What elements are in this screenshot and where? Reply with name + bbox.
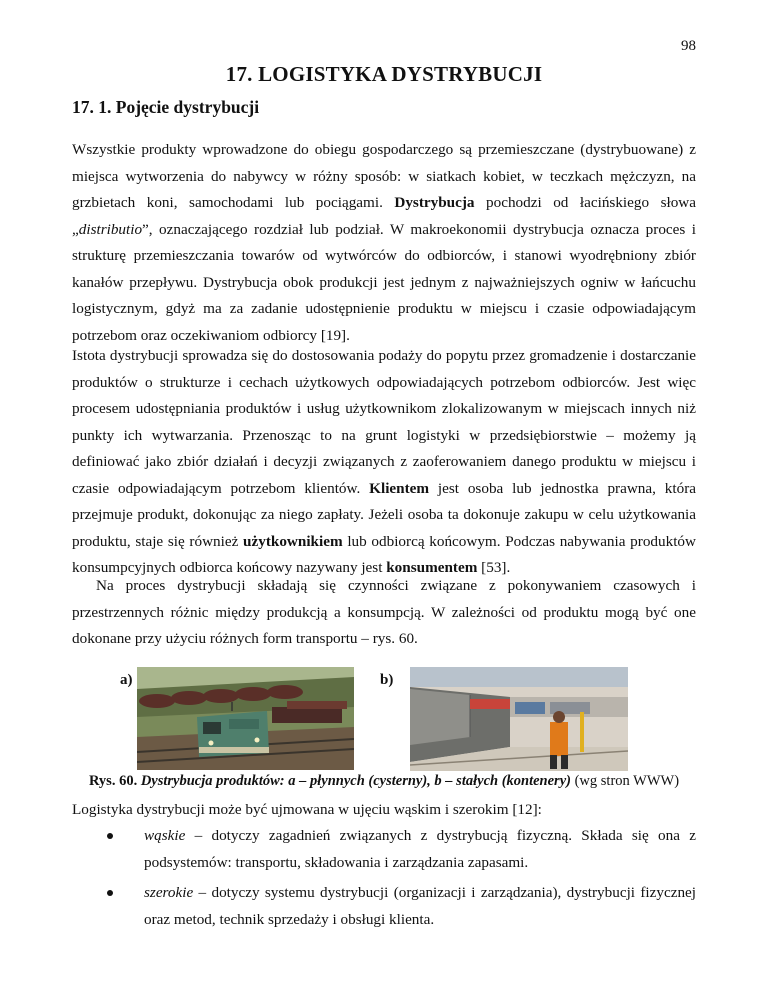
term-klientem: Klientem	[369, 479, 430, 497]
bullet-icon	[107, 833, 113, 839]
section-title: 17. 1. Pojęcie dystrybucji	[72, 97, 260, 117]
paragraph-4: Logistyka dystrybucji może być ujmowana w ujęciu wąskim i szerokim [12]:	[72, 801, 542, 818]
bullet-term: szerokie	[144, 884, 194, 901]
figure-label-a: a)	[120, 672, 133, 688]
paragraph-1: Wszystkie produkty wprowadzone do obiegu gospodarczego są przemieszczane (dystrybuowane) z miejsca wytworzenia do nabywcy w różny sposób: w siatkach kobiet, w teczkach mężczyzn, na grzbietach koni, samochodami lub pociągami. Dystrybucja pochodzi od łacińskiego słowa „distributio”, oznaczającego rozdział lub podział. W makroekonomii dystrybucja oznacza proces i strukturę przemieszczania towarów od wytwórców do odbiorców, i stanowi wyodrębniony zbiór kanałów przepływu. Dystrybucja obok produkcji jest jednym z najważniejszych ogniw w łańcuchu logistycznym, gdyż ma za zadanie udostępnienie produktu w miejscu i czasie odpowiadającym potrzebom oraz oczekiwaniom odbiorcy [19].	[72, 141, 696, 344]
chapter-title: 17. LOGISTYKA DYSTRYBUCJI	[225, 62, 543, 86]
list-item: wąskie – dotyczy zagadnień związanych z dystrybucją fizyczną. Składa się ona z podsystemów: transportu, składowania i zarządzania zapasami.	[72, 823, 696, 876]
term-dystrybucja: Dystrybucja	[394, 194, 475, 211]
paragraph-3: Na proces dystrybucji składają się czynności związane z pokonywaniem czasowych i przestrzennych różnic między produkcją a konsumpcją. W zależności od produktu mogą być one dokonane przy użyciu różnych form transportu – rys. 60.	[72, 577, 696, 647]
term-uzytkownikiem: użytkownikiem	[243, 532, 343, 550]
photo-tank-train	[137, 667, 354, 770]
page-number: 98	[681, 38, 696, 54]
figure-caption: Rys. 60. Dystrybucja produktów: a – płynnych (cysterny), b – stałych (kontenery) (wg stron WWW)	[88, 773, 680, 789]
term-konsumentem: konsumentem	[386, 559, 478, 576]
photo-container-train	[410, 667, 628, 771]
figure-label-b: b)	[380, 672, 394, 688]
paragraph-2: Istota dystrybucji sprowadza się do dostosowania podaży do popytu przez gromadzenie i dostarczanie produktów o strukturze i cechach użytkowych odpowiadających potrzebom odbiorców. Jest więc procesem udostępniania produktów i usług użytkownikom zlokalizowanym w miejscach innych niż punkty ich wytwarzania. Przenosząc to na grunt logistyki w przedsiębiorstwie – możemy ją definiować jako zbiór działań i decyzji związanych z zaoferowaniem danego produktu w miejscu i czasie odpowiadającym potrzebom klientów. Klientem jest osoba lub jednostka prawna, która przejmuje produkt, dokonując za niego zapłaty. Jeżeli osoba ta dokonuje zakupu w celu użytkowania produktu, staje się również użytkownikiem lub odbiorcą końcowym. Podczas nabywania produktów konsumpcyjnych odbiorca końcowy nazywany jest konsumentem [53].	[72, 347, 696, 576]
bullet-icon	[107, 890, 113, 896]
term-distributio: distributio	[78, 220, 143, 238]
list-item: szerokie – dotyczy systemu dystrybucji (organizacji i zarządzania), dystrybucji fizycznej oraz metod, technik sprzedaży i obsługi klienta.	[72, 880, 696, 933]
bullet-list	[72, 823, 696, 937]
bullet-term: wąskie	[144, 827, 186, 844]
